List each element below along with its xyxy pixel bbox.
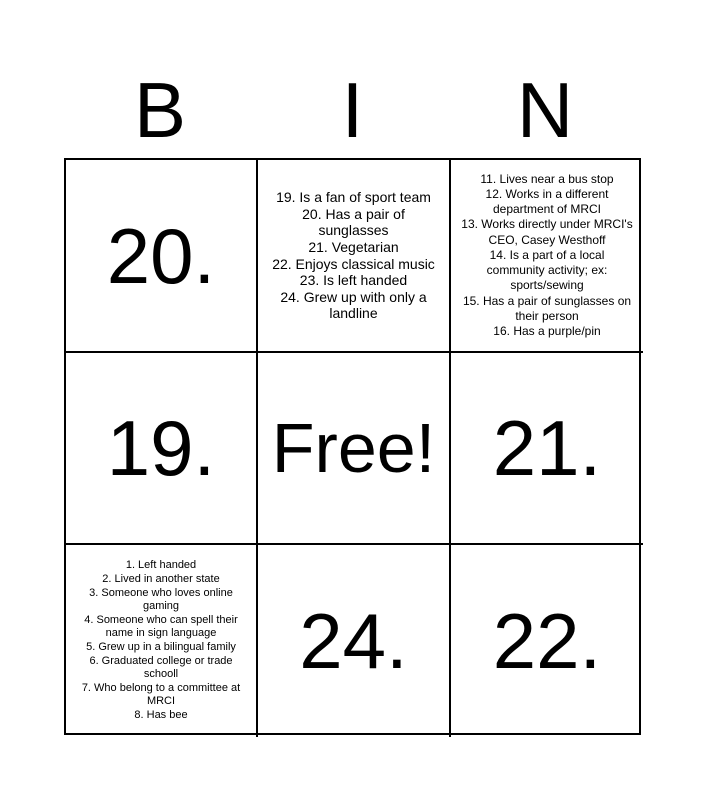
prompt-item: 4. Someone who can spell their name in sign language [84, 613, 238, 640]
prompt-item: 6. Graduated college or trade schooll [89, 654, 233, 681]
prompt-item: 13. Works directly under MRCI's CEO, Casey Westhoff [461, 217, 633, 247]
bingo-cell-r2c2[interactable] [451, 545, 643, 737]
cell-prompt-list [66, 559, 256, 722]
bingo-cell-r0c0[interactable] [66, 160, 258, 353]
prompt-item: 24. Grew up with only a landline [280, 288, 427, 322]
prompt-item: 5. Grew up in a bilingual family [86, 641, 236, 653]
prompt-item: 23. Is left handed [299, 272, 408, 289]
cell-number: 21. [492, 404, 602, 492]
prompt-item: 21. Vegetarian [308, 238, 399, 255]
cell-number: 20. [106, 211, 216, 300]
cell-prompt-list [451, 172, 643, 339]
header-letter-n: N [516, 66, 574, 154]
prompt-item: 11. Lives near a bus stop [480, 171, 614, 186]
cell-prompt-list [258, 189, 449, 322]
bingo-cell-r2c1[interactable] [258, 545, 451, 737]
header-letter-i: I [341, 66, 364, 154]
bingo-cell-free[interactable] [258, 353, 451, 545]
prompt-item: 7. Who belong to a committee at MRCI [81, 681, 241, 708]
prompt-item: 16. Has a purple/pin [493, 323, 601, 338]
header-letter-b: B [133, 66, 187, 154]
prompt-item: 20. Has a pair of sunglasses [302, 205, 405, 239]
prompt-item: 22. Enjoys classical music [272, 255, 435, 272]
prompt-item: 2. Lived in another state [102, 573, 220, 586]
prompt-item: 14. Is a part of a local community activity; ex: sports/sewing [486, 247, 608, 293]
prompt-item: 8. Has bee [134, 708, 188, 721]
bingo-cell-r0c1[interactable] [258, 160, 451, 353]
prompt-item: 15. Has a pair of sunglasses on their person [462, 293, 632, 323]
bingo-header [64, 62, 641, 158]
cell-number: 19. [106, 404, 216, 492]
prompt-item: 3. Someone who loves online gaming [89, 586, 233, 613]
cell-number: 24. [299, 597, 408, 685]
free-space-label: Free! [271, 409, 436, 487]
bingo-cell-r1c0[interactable] [66, 353, 258, 545]
prompt-item: 1. Left handed [125, 559, 197, 572]
bingo-cell-r0c2[interactable] [451, 160, 643, 353]
bingo-cell-r2c0[interactable] [66, 545, 258, 737]
bingo-cell-r1c2[interactable] [451, 353, 643, 545]
prompt-item: 12. Works in a different department of MRCI [485, 187, 609, 217]
cell-number: 22. [492, 597, 602, 685]
bingo-board [64, 158, 641, 735]
prompt-item: 19. Is a fan of sport team [276, 189, 431, 206]
